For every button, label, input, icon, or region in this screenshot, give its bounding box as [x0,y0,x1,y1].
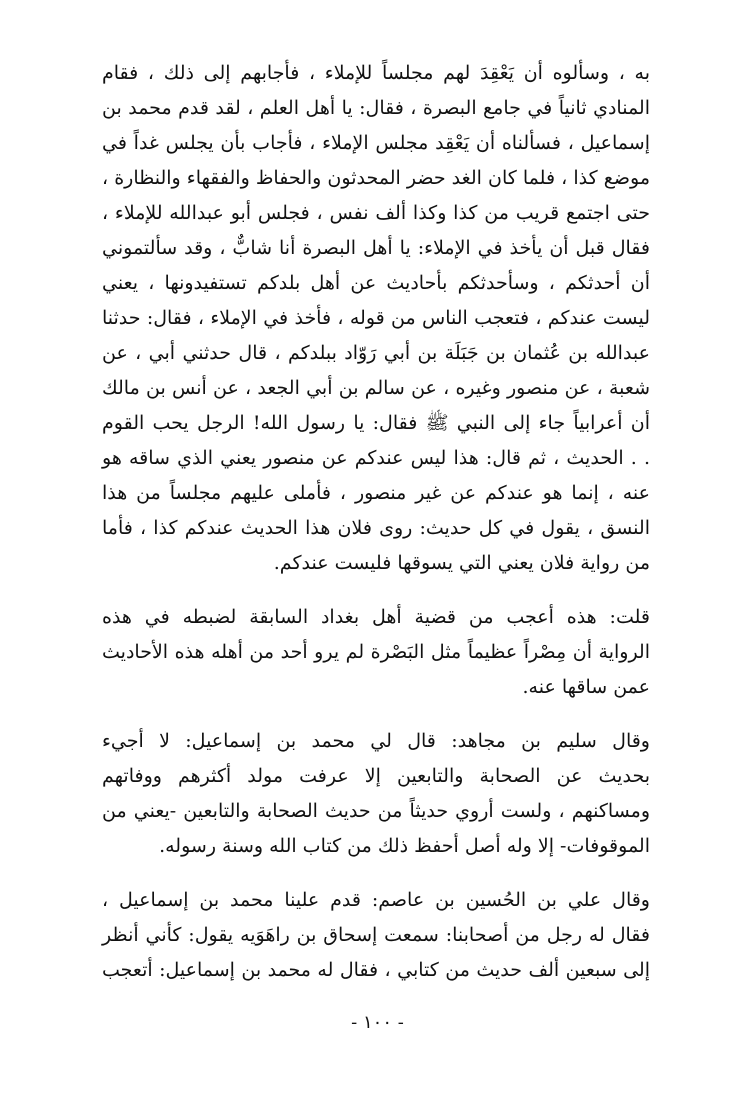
text-line: وقال علي بن الحُسين بن عاصم: قدم علينا محمد بن إسماعيل ، [102,889,650,911]
text-line: به ، وسألوه أن يَعْقِدَ لهم مجلساً للإملاء ، فأجابهم إلى ذلك ، فقام [102,62,650,84]
text-line: الرواية أن مِصْراً عظيماً مثل البَصْرة لم يرو أحد من أهله هذه الأحاديث [102,641,650,663]
text-line: ليست عندكم ، فتعجب الناس من قوله ، فأخذ في الإملاء ، فقال: حدثنا [102,307,650,329]
text-line: فقال له رجل من أصحابنا: سمعت إسحاق بن راهَوَيه يقول: كأني أنظر [102,924,650,946]
text-line: ومساكنهم ، ولست أروي حديثاً من حديث الصحابة والتابعين -يعني من [102,800,650,822]
text-line: المنادي ثانياً في جامع البصرة ، فقال: يا أهل العلم ، لقد قدم محمد بن [102,97,650,119]
text-line: قلت: هذه أعجب من قضية أهل بغداد السابقة لضبطه في هذه [102,606,650,628]
text-line: شعبة ، عن منصور وغيره ، عن سالم بن أبي الجعد ، عن أنس بن مالك [102,377,650,399]
text-line: . . الحديث ، ثم قال: هذا ليس عندكم عن منصور يعني الذي ساقه هو [102,447,650,469]
page-body [102,56,650,988]
text-line: النسق ، يقول في كل حديث: روى فلان هذا الحديث عندكم كذا ، فأما [102,517,650,539]
text-line: الموقوفات- إلا وله أصل أحفظ ذلك من كتاب الله وسنة رسوله. [159,835,650,857]
text-line: وقال سليم بن مجاهد: قال لي محمد بن إسماعيل: لا أجيء [102,730,650,752]
text-line: عبدالله بن عُثمان بن جَبَلَة بن أبي رَوّاد ببلدكم ، قال حدثني أبي ، عن [102,342,650,364]
text-line: عمن ساقها عنه. [522,676,650,698]
text-line: أن أعرابياً جاء إلى النبي ﷺ فقال: يا رسول الله! الرجل يحب القوم [102,412,650,434]
text-line: بحديث عن الصحابة والتابعين إلا عرفت مولد أكثرهم ووفاتهم [102,765,650,787]
text-line: إسماعيل ، فسألناه أن يَعْقِد مجلس الإملاء ، فأجاب بأن يجلس غداً في [102,132,650,154]
paragraph-3 [102,724,650,864]
text-line: إلى سبعين ألف حديث من كتابي ، فقال له محمد بن إسماعيل: أتعجب [102,959,650,981]
paragraph-1 [102,56,650,581]
text-line: أن أحدثكم ، وسأحدثكم بأحاديث عن أهل بلدكم تستفيدونها ، يعني [102,272,650,294]
paragraph-4 [102,883,650,988]
text-line: موضع كذا ، فلما كان الغد حضر المحدثون والحفاظ والفقهاء والنظارة ، [102,167,650,189]
text-line: حتى اجتمع قريب من كذا وكذا ألف نفس ، فجلس أبو عبدالله للإملاء ، [102,202,650,224]
text-line: عنه ، إنما هو عندكم عن غير منصور ، فأملى عليهم مجلساً من هذا [102,482,650,504]
text-line: فقال قبل أن يأخذ في الإملاء: يا أهل البصرة أنا شابٌّ ، وقد سألتموني [102,237,650,259]
page-number: - ١٠٠ - [351,1012,404,1033]
text-line: من رواية فلان يعني التي يسوقها فليست عندكم. [273,552,650,574]
paragraph-2 [102,600,650,705]
